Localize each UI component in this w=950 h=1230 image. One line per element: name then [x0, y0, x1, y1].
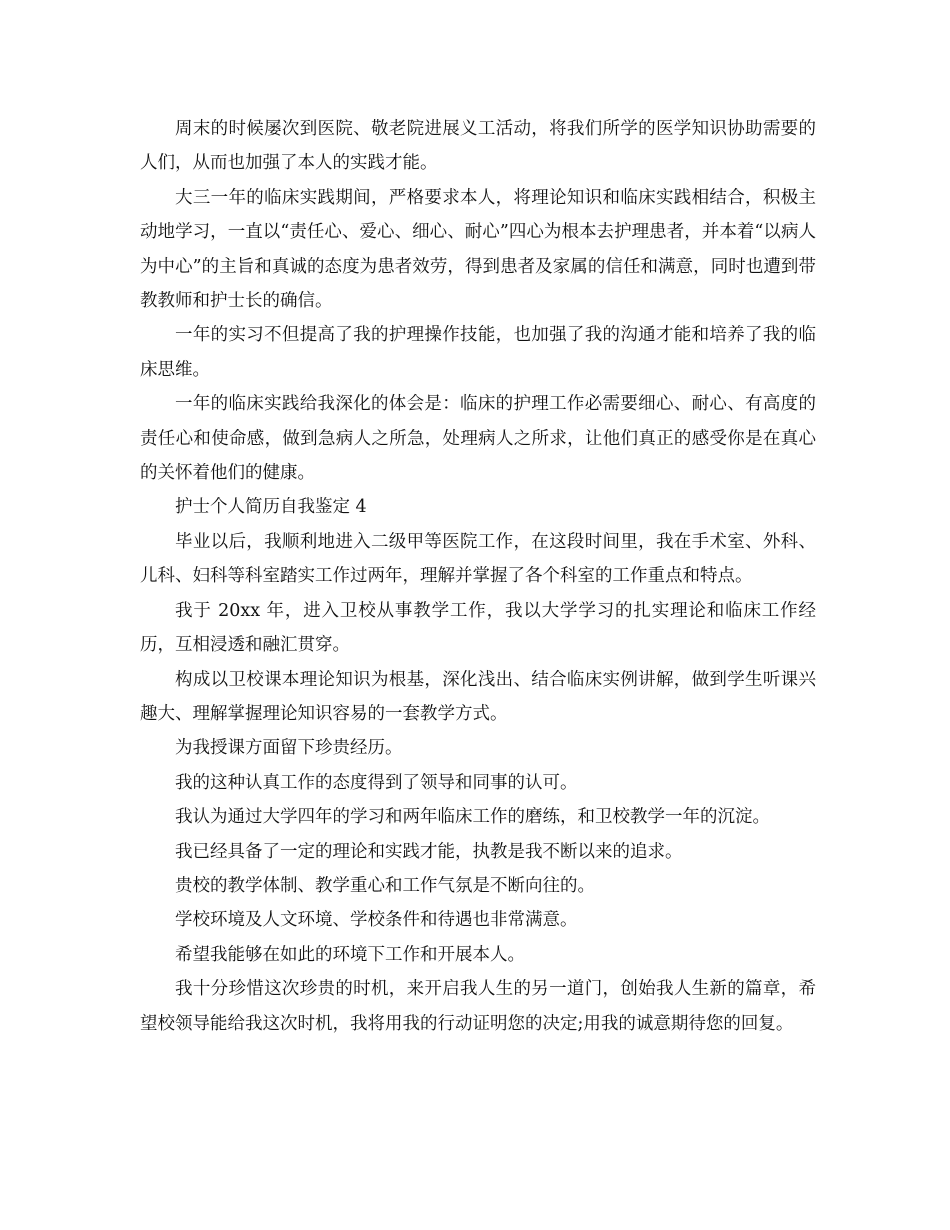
document-body	[140, 112, 816, 1041]
paragraph: 贵校的教学体制、教学重心和工作气氛是不断向往的。	[175, 875, 595, 896]
paragraph: 大三一年的临床实践期间，严格要求本人，将理论知识和临床实践相结合，积极主动地学习，一直以“责任心、爱心、细心、耐心”四心为根本去护理患者，并本着“以病人为中心”的主旨和真诚的态度为患者效劳，得到患者及家属的信任和满意，同时也遭到带教教师和护士长的确信。	[140, 187, 816, 312]
paragraph: 为我授课方面留下珍贵经历。	[175, 738, 403, 759]
paragraph: 希望我能够在如此的环境下工作和开展本人。	[175, 944, 525, 965]
paragraph: 我十分珍惜这次珍贵的时机，来开启我人生的另一道门，创始我人生新的篇章，希望校领导能给我这次时机，我将用我的行动证明您的决定;用我的诚意期待您的回复。	[140, 979, 816, 1034]
section-heading: 护士个人简历自我鉴定 4	[175, 497, 367, 518]
paragraph: 学校环境及人文环境、学校条件和待遇也非常满意。	[175, 910, 578, 931]
paragraph: 一年的实习不但提高了我的护理操作技能，也加强了我的沟通才能和培养了我的临床思维。	[140, 325, 816, 380]
paragraph: 一年的临床实践给我深化的体会是：临床的护理工作必需要细心、耐心、有高度的责任心和使命感，做到急病人之所急，处理病人之所求，让他们真正的感受你是在真心的关怀着他们的健康。	[140, 394, 816, 484]
paragraph: 周末的时候屡次到医院、敬老院进展义工活动，将我们所学的医学知识协助需要的人们，从而也加强了本人的实践才能。	[140, 119, 816, 174]
paragraph: 毕业以后，我顺利地进入二级甲等医院工作，在这段时间里，我在手术室、外科、儿科、妇科等科室踏实工作过两年，理解并掌握了各个科室的工作重点和特点。	[140, 531, 816, 587]
paragraph: 我认为通过大学四年的学习和两年临床工作的磨练，和卫校教学一年的沉淀。	[175, 807, 770, 828]
paragraph: 我已经具备了一定的理论和实践才能，执教是我不断以来的追求。	[175, 841, 683, 862]
paragraph: 我于 20xx 年，进入卫校从事教学工作，我以大学学习的扎实理论和临床工作经历，互相浸透和融汇贯穿。	[140, 600, 816, 656]
paragraph: 我的这种认真工作的态度得到了领导和同事的认可。	[175, 772, 578, 793]
paragraph: 构成以卫校课本理论知识为根基，深化浅出、结合临床实例讲解，做到学生听课兴趣大、理解掌握理论知识容易的一套教学方式。	[140, 669, 816, 724]
